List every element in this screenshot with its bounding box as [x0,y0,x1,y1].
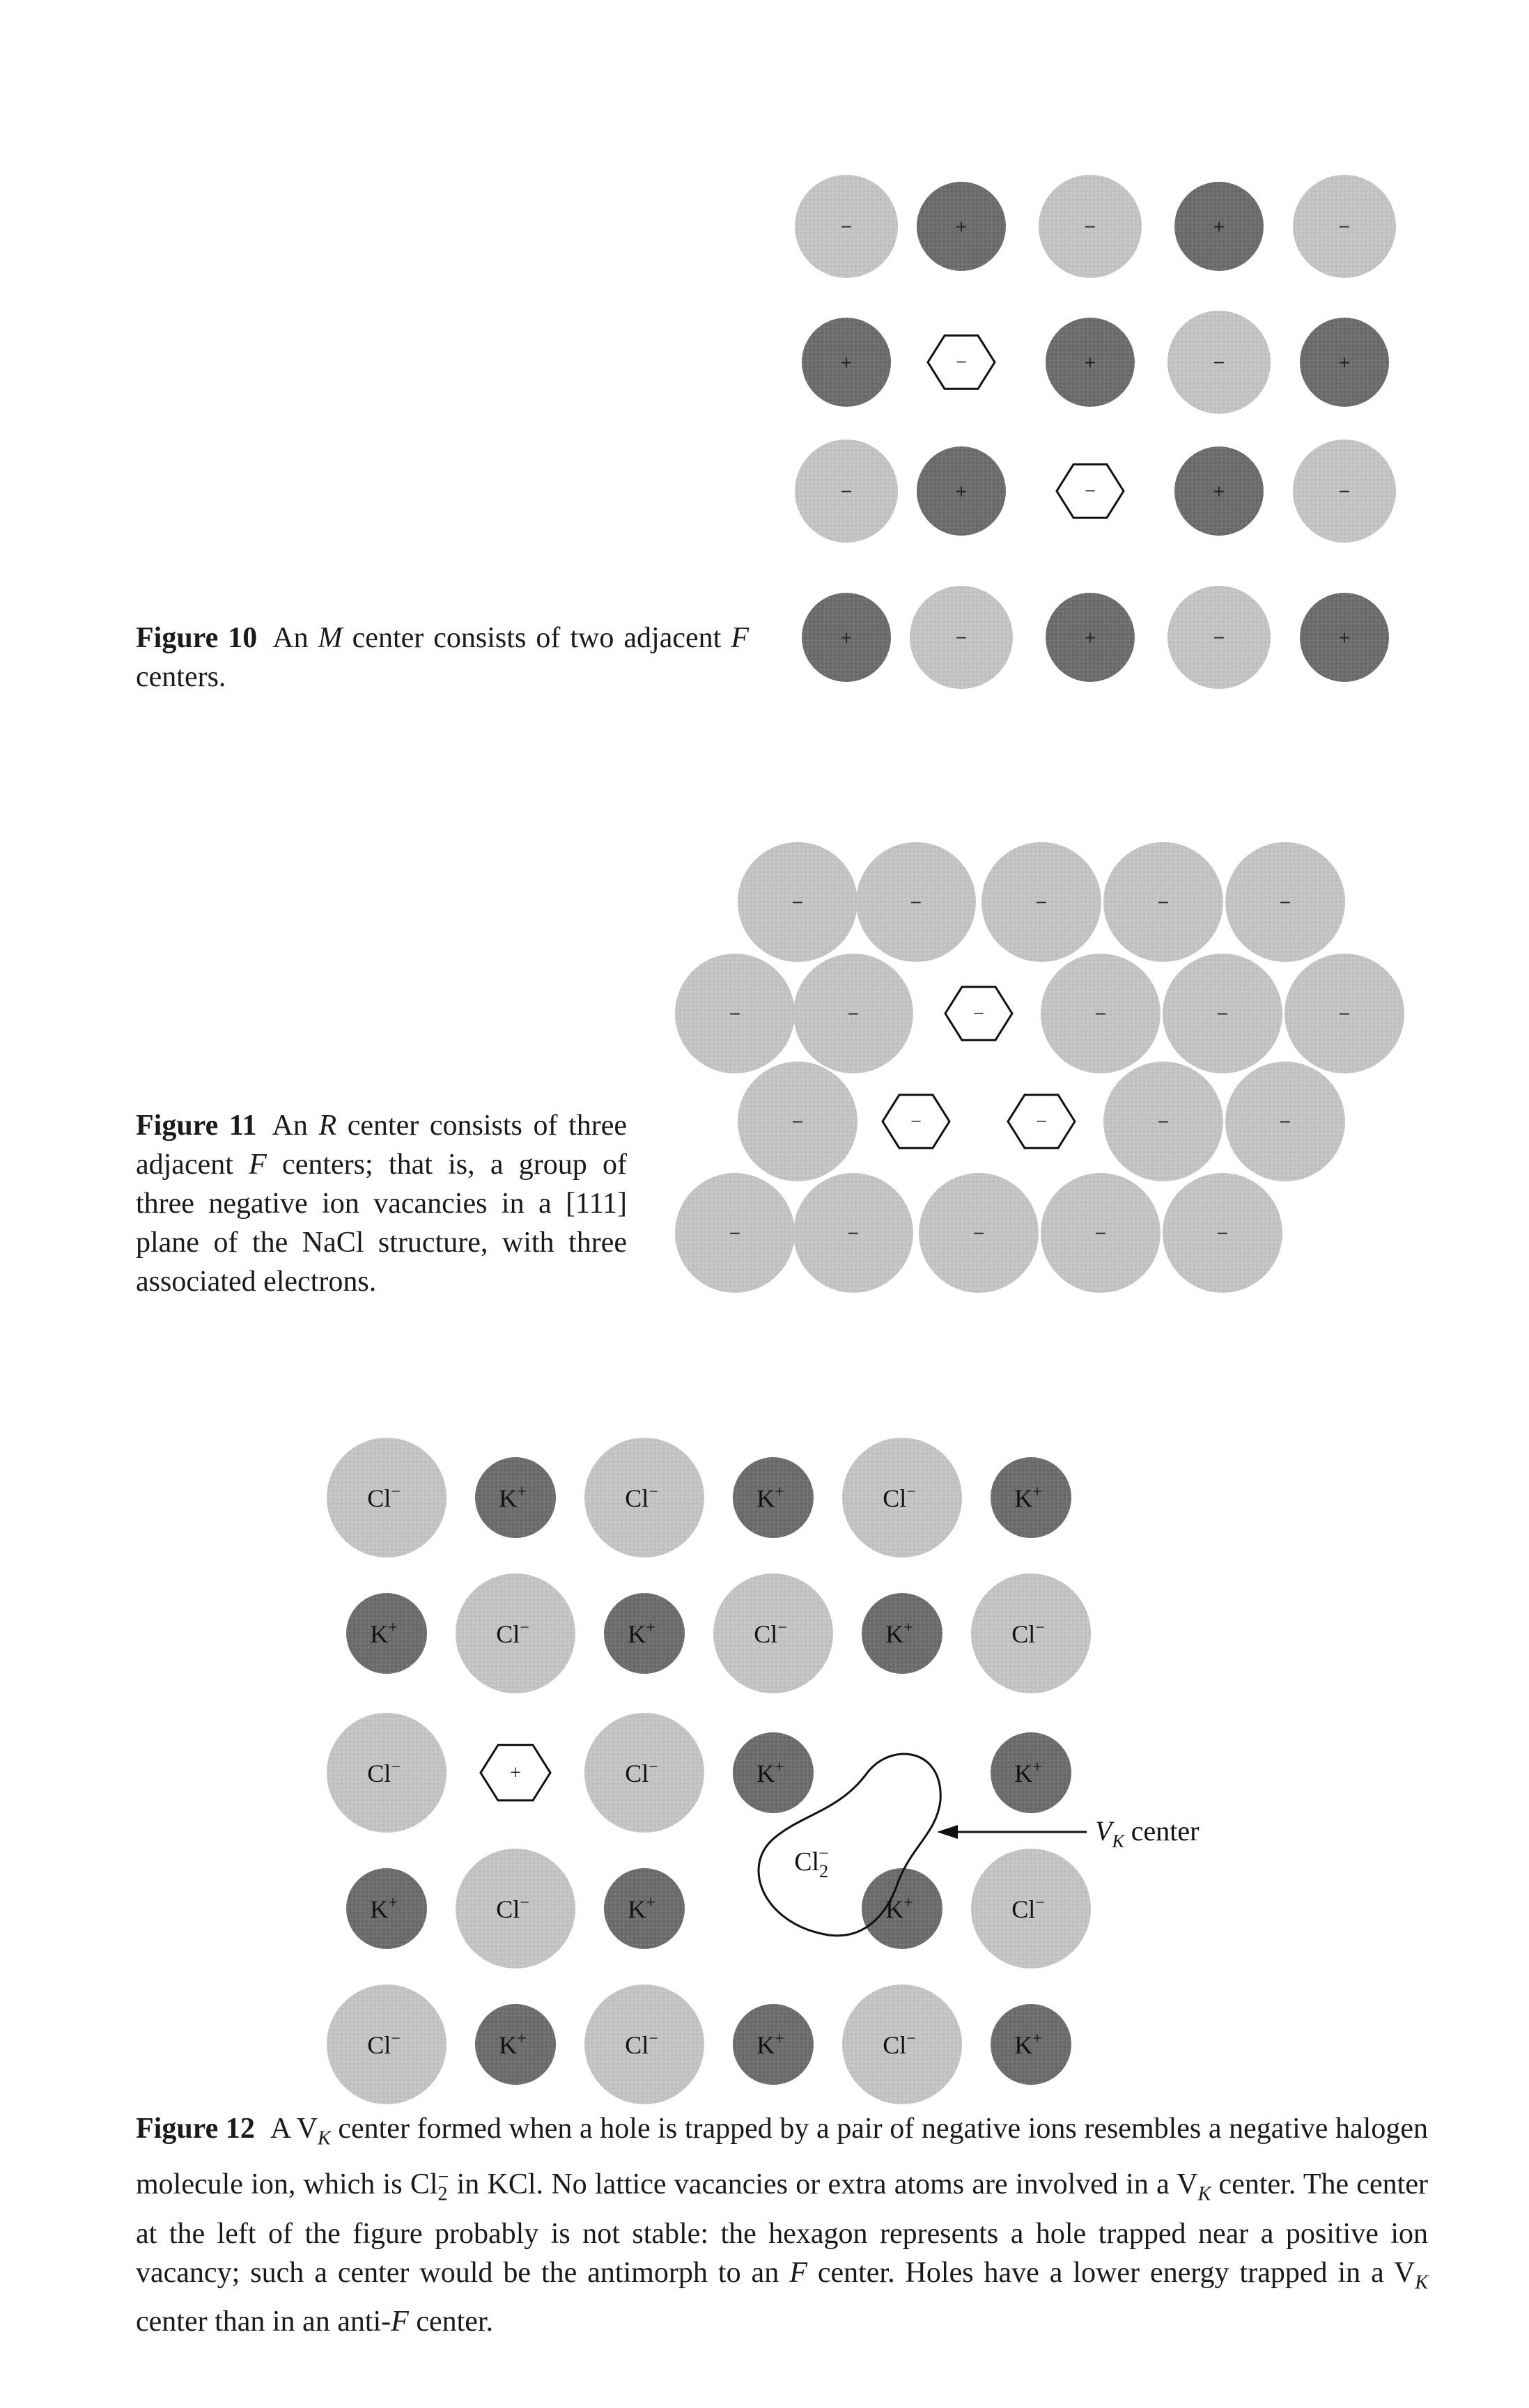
svg-text:−: − [1036,1111,1047,1133]
negative-ion-0-4 [1225,842,1345,962]
anti-f-center-hexagon [481,1745,550,1801]
negative-ion-0-1 [856,842,976,962]
negative-ion-1-0 [675,954,795,1073]
svg-text:Cl−: Cl− [754,1619,787,1648]
svg-text:−: − [1337,218,1351,236]
svg-text:−: − [910,1111,922,1133]
positive-ion-1-0 [802,318,891,407]
svg-text:−: − [972,1225,986,1243]
negative-ion-3-0 [675,1173,795,1293]
negative-ion-3-3 [1041,1173,1161,1293]
negative-ion-3-1 [793,1173,913,1293]
negative-ion-0-0 [795,175,898,278]
potassium-ion-3-0 [346,1868,427,1949]
chloride-ion-3-5 [971,1849,1091,1968]
positive-ion-1-4 [1300,318,1389,407]
svg-text:+: + [954,218,968,236]
positive-ion-2-1 [917,446,1006,536]
svg-text:−: − [1216,1005,1229,1023]
svg-text:Cl−: Cl− [496,1619,529,1648]
svg-text:K+: K+ [1014,2030,1042,2059]
svg-text:−: − [1212,629,1226,647]
potassium-ion-0-5 [991,1457,1071,1538]
svg-text:K+: K+ [499,2030,527,2059]
svg-text:−: − [846,1225,860,1243]
negative-ion-0-0 [738,842,857,962]
svg-text:K+: K+ [885,1894,913,1923]
figure-12-caption: Figure 12 A $V_K$ center formed when a hole is trapped by a pair of negative ions resembles a negative halogen molecule ion, which is $Cl_2^-$ in KCl. No lattice vacancies or extra atoms are involved in a $V_K$ center. The center at the left of the figure probably is not stable: the hexagon represents a hole trapped near a positive ion vacancy; such a center would be the antimorph to an F center. Holes have a lower energy trapped in a $V_K$ center than in an anti-F center. [136,2113,1429,2338]
chloride-ion-4-2 [584,1984,704,2104]
chloride-ion-4-0 [327,1984,447,2104]
negative-ion-1-1 [793,954,913,1073]
negative-ion-2-4 [1293,440,1396,543]
svg-text:−: − [1278,1113,1292,1131]
f-center-vacancy-2-2 [1008,1095,1075,1148]
potassium-ion-4-3 [733,2004,814,2085]
positive-ion-2-3 [1174,446,1264,536]
negative-ion-0-2 [981,842,1101,962]
figure-10-lattice [795,175,1396,689]
f-center-vacancy-1-1 [928,336,995,389]
potassium-ion-2-3 [733,1732,814,1813]
f-center-vacancy-2-2 [1057,465,1124,518]
negative-ion-2-0 [738,1062,857,1181]
svg-text:−: − [1094,1225,1108,1243]
negative-ion-1-3 [1167,311,1271,414]
chloride-ion-0-0 [327,1438,447,1558]
negative-ion-3-1 [910,586,1013,689]
svg-text:−: − [791,1113,805,1131]
svg-text:+: + [1083,629,1097,647]
negative-ion-0-2 [1039,175,1142,278]
svg-text:K+: K+ [628,1894,655,1923]
chloride-ion-2-0 [327,1713,447,1833]
vk-arrow-label: $V_K$ center [1095,1815,1200,1851]
svg-text:−: − [839,483,853,501]
positive-ion-1-2 [1046,318,1135,407]
svg-text:−: − [728,1005,742,1023]
potassium-ion-2-5 [991,1732,1071,1813]
potassium-ion-0-3 [733,1457,814,1538]
svg-text:−: − [1216,1225,1229,1243]
negative-ion-0-4 [1293,175,1396,278]
potassium-ion-4-1 [475,2004,556,2085]
chloride-ion-4-4 [842,1984,962,2104]
svg-text:−: − [1085,481,1096,502]
svg-text:K+: K+ [885,1619,913,1648]
svg-text:−: − [909,894,923,912]
svg-text:Cl−: Cl− [625,1758,658,1787]
svg-text:Cl−: Cl− [883,2030,916,2059]
potassium-ion-1-4 [862,1593,942,1674]
figure-11-caption: Figure 11 An R center consists of three adjacent F centers; that is, a group of three negative ion vacancies in a [111] plane of the NaCl structure, with three associated electrons. [136,1110,628,1298]
negative-ion-3-3 [1167,586,1271,689]
svg-text:Cl−: Cl− [1011,1894,1045,1923]
chloride-ion-1-1 [456,1574,575,1693]
svg-text:K+: K+ [370,1619,398,1648]
svg-text:+: + [1337,354,1351,372]
vk-arrowhead [937,1825,958,1839]
positive-ion-3-0 [802,593,891,682]
svg-text:−: − [1212,354,1226,372]
vk-molecule-label: $Cl_2-$ [794,1843,829,1881]
positive-ion-0-1 [917,182,1006,271]
svg-text:−: − [846,1005,860,1023]
negative-ion-1-4 [1163,954,1282,1073]
potassium-ion-1-2 [604,1593,685,1674]
svg-text:−: − [1337,483,1351,501]
svg-text:+: + [1212,483,1226,501]
svg-text:Cl−: Cl− [625,2030,658,2059]
svg-text:K+: K+ [756,1483,784,1512]
f-center-vacancy-2-1 [883,1095,949,1148]
svg-text:+: + [1083,354,1097,372]
negative-ion-3-2 [919,1173,1039,1293]
svg-text:−: − [973,1003,984,1025]
svg-text:+: + [954,483,968,501]
svg-text:−: − [791,894,805,912]
potassium-ion-3-2 [604,1868,685,1949]
potassium-ion-4-5 [991,2004,1071,2085]
negative-ion-3-4 [1163,1173,1282,1293]
svg-text:K+: K+ [756,1758,784,1787]
svg-text:Cl−: Cl− [367,1483,401,1512]
svg-text:−: − [954,629,968,647]
svg-text:−: − [1278,894,1292,912]
svg-text:+: + [510,1762,521,1784]
svg-text:Cl−: Cl− [1011,1619,1045,1648]
svg-text:K+: K+ [1014,1483,1042,1512]
negative-ion-0-3 [1103,842,1223,962]
svg-text:K+: K+ [628,1619,655,1648]
negative-ion-2-0 [795,440,898,543]
chloride-ion-1-3 [713,1574,833,1693]
svg-text:K+: K+ [499,1483,527,1512]
figure-11-lattice [675,842,1404,1293]
svg-text:+: + [1212,218,1226,236]
chloride-ion-0-4 [842,1438,962,1558]
svg-text:Cl−: Cl− [367,1758,401,1787]
svg-text:Cl−: Cl− [496,1894,529,1923]
svg-text:−: − [1337,1005,1351,1023]
positive-ion-3-2 [1046,593,1135,682]
svg-text:Cl−: Cl− [367,2030,401,2059]
positive-ion-0-3 [1174,182,1264,271]
potassium-ion-0-1 [475,1457,556,1538]
negative-ion-2-4 [1225,1062,1345,1181]
chloride-ion-3-1 [456,1849,575,1968]
svg-text:+: + [839,354,853,372]
negative-ion-2-3 [1103,1062,1223,1181]
potassium-ion-3-4 [862,1868,942,1949]
svg-text:+: + [839,629,853,647]
chloride-ion-0-2 [584,1438,704,1558]
chloride-ion-1-5 [971,1574,1091,1693]
svg-text:K+: K+ [1014,1758,1042,1787]
svg-text:+: + [1337,629,1351,647]
svg-text:K+: K+ [756,2030,784,2059]
negative-ion-1-5 [1284,954,1404,1073]
svg-text:−: − [956,352,967,373]
svg-text:−: − [839,218,853,236]
svg-text:−: − [1094,1005,1108,1023]
f-center-vacancy-1-2 [945,987,1012,1040]
svg-text:K+: K+ [370,1894,398,1923]
figure-10-caption: Figure 10 An M center consists of two adjacent F centers. [136,622,749,693]
figure-12-lattice [327,1438,1199,2104]
chloride-ion-2-2 [584,1713,704,1833]
svg-text:Cl−: Cl− [625,1483,658,1512]
svg-text:−: − [728,1225,742,1243]
svg-text:−: − [1083,218,1097,236]
negative-ion-1-3 [1041,954,1161,1073]
svg-text:−: − [1156,1113,1170,1131]
positive-ion-3-4 [1300,593,1389,682]
svg-text:−: − [1034,894,1048,912]
potassium-ion-1-0 [346,1593,427,1674]
svg-text:Cl−: Cl− [883,1483,916,1512]
svg-text:−: − [1156,894,1170,912]
